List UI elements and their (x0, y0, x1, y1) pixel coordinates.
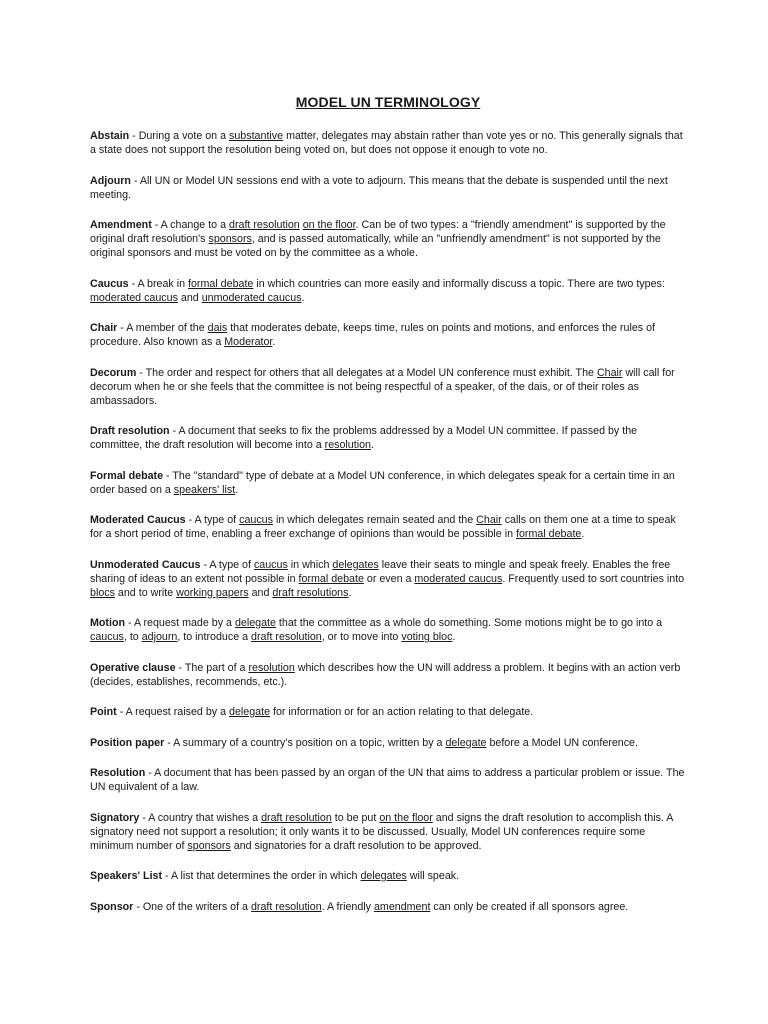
definition-text: . (348, 586, 352, 599)
definition-text: - A change to a (151, 219, 230, 231)
glossary-term: Point (90, 706, 117, 718)
definition-text: - A document that has been passed by an organ of the UN that aims to address a particular problem or issue. The UN equivalent of a law. (90, 767, 685, 793)
cross-reference-term: delegates (332, 558, 379, 571)
definition-text: . (370, 439, 374, 451)
glossary-term: Draft resolution (90, 425, 170, 437)
definition-text: - A member of the (117, 322, 208, 334)
cross-reference-term: caucus (239, 514, 273, 526)
cross-reference-term: unmoderated caucus (201, 291, 302, 304)
glossary-entry (90, 558, 686, 600)
glossary-term: Formal debate (90, 469, 164, 482)
definition-text: and (177, 291, 202, 304)
definition-text: - The "standard" type of debate at a Model UN conference, in which delegates speak for a certain time in an order based on a (90, 469, 675, 496)
definition-text: - A type of (200, 558, 254, 571)
cross-reference-term: Moderator (224, 336, 273, 348)
glossary-entry (90, 705, 686, 719)
definition-text: will call for decorum when he or she feels that the committee is not being respectful of a speaker, of the dais, or of their roles as ambassadors. (90, 366, 675, 407)
definition-text: - During a vote on a (129, 130, 230, 142)
glossary-term: Adjourn (90, 174, 131, 187)
glossary-term: Decorum (90, 366, 137, 379)
cross-reference-term: formal debate (298, 572, 364, 585)
definition-text: matter, delegates may abstain rather than vote yes or no. This generally signals that a state does not support the resolution being voted on, but does not oppose it enough to vote no. (90, 130, 683, 156)
glossary-entry (90, 129, 686, 157)
definition-text: and to write (114, 586, 177, 599)
definition-text: in which countries can more easily and informally discuss a topic. There are two types: (253, 277, 665, 290)
definition-text: . (581, 528, 585, 540)
glossary-entry (90, 811, 686, 853)
definition-text: and signatories for a draft resolution to be approved. (230, 839, 482, 852)
document-title: MODEL UN TERMINOLOGY (295, 94, 481, 110)
definition-text: . (452, 631, 456, 643)
cross-reference-term: Chair (596, 366, 623, 379)
definition-text: to be put (331, 811, 380, 824)
glossary-term: Amendment (90, 219, 152, 231)
glossary-term: Operative clause (90, 661, 176, 674)
definition-text: - A request made by a (125, 617, 235, 629)
cross-reference-term: working papers (176, 586, 249, 599)
definition-text: can only be created if all sponsors agree. (430, 900, 629, 913)
definition-text: or even a (363, 572, 415, 585)
cross-reference-term: delegate (229, 706, 271, 718)
cross-reference-term: speakers' list (173, 483, 236, 496)
definition-text: calls on them one at a time to speak for a short period of time, enabling a freer exchange of opinions than would be possible in (90, 514, 676, 540)
definition-text: - The part of a (175, 661, 249, 674)
cross-reference-term: draft resolutions (272, 586, 349, 599)
glossary-term: Sponsor (90, 900, 134, 913)
cross-reference-term: on the floor (379, 811, 433, 824)
definition-text: . (235, 483, 239, 496)
cross-reference-term: moderated caucus (90, 291, 178, 304)
definition-text: - A list that determines the order in which (162, 870, 361, 882)
definition-text: , or to move into (321, 631, 402, 643)
definition-text: that moderates debate, keeps time, rules on points and motions, and enforces the rules of procedure. Also known as a (90, 322, 655, 348)
glossary-term: Speakers' List (90, 870, 163, 882)
glossary-entry (90, 321, 686, 349)
definition-text: - All UN or Model UN sessions end with a vote to adjourn. This means that the debate is suspended until the next meeting. (90, 174, 668, 201)
definition-text: - A document that seeks to fix the problems addressed by a Model UN committee. If passed by the committee, the draft resolution will become into a (90, 425, 638, 451)
glossary-entry (90, 766, 686, 794)
definition-text: will speak. (406, 870, 460, 882)
glossary-entry (90, 174, 686, 202)
cross-reference-term: moderated caucus (414, 572, 503, 585)
glossary-entry (90, 900, 686, 914)
definition-text: . A friendly (321, 900, 374, 913)
glossary-entry (90, 424, 686, 452)
definition-text: - One of the writers of a (133, 900, 251, 913)
cross-reference-term: resolution (248, 661, 295, 674)
cross-reference-term: delegates (360, 870, 407, 882)
definition-text: - A break in (128, 277, 189, 290)
definition-text: . Can be of two types: a "friendly amendment" is supported by the original draft resolution's (90, 219, 666, 245)
glossary-entry (90, 469, 686, 497)
glossary-term: Resolution (90, 767, 146, 779)
cross-reference-term: on the floor (302, 219, 356, 231)
glossary-entry (90, 218, 686, 260)
cross-reference-term: caucus (90, 631, 124, 643)
cross-reference-term: voting bloc (401, 631, 453, 643)
glossary-list (90, 129, 686, 914)
definition-text: - A request raised by a (116, 706, 229, 718)
cross-reference-term: draft resolution (250, 900, 322, 913)
cross-reference-term: draft resolution (251, 631, 322, 643)
cross-reference-term: formal debate (188, 277, 254, 290)
glossary-term: Motion (90, 617, 126, 629)
cross-reference-term: adjourn (141, 631, 178, 643)
definition-text: for information or for an action relating to that delegate. (270, 706, 534, 718)
definition-text: in which (287, 558, 333, 571)
definition-text: , to (123, 631, 142, 643)
glossary-term: Moderated Caucus (90, 514, 186, 526)
cross-reference-term: draft resolution (261, 811, 332, 824)
definition-text: - A country that wishes a (139, 811, 262, 824)
glossary-term: Chair (90, 322, 118, 334)
glossary-entry (90, 661, 686, 689)
cross-reference-term: draft resolution (229, 219, 300, 231)
definition-text: leave their seats to mingle and speak freely. Enables the free sharing of ideas to an extent not possible in (90, 558, 671, 585)
cross-reference-term: amendment (373, 900, 431, 913)
cross-reference-term: sponsors (208, 233, 252, 245)
glossary-entry (90, 869, 686, 883)
definition-text: - A summary of a country's position on a topic, written by a (164, 736, 446, 749)
definition-text: and (248, 586, 273, 599)
definition-text: . Frequently used to sort countries into (502, 572, 685, 585)
cross-reference-term: delegate (234, 617, 276, 629)
cross-reference-term: resolution (324, 439, 371, 451)
definition-text: - The order and respect for others that all delegates at a Model UN conference must exhibit. The (136, 366, 597, 379)
definition-text: . (272, 336, 276, 348)
glossary-entry (90, 616, 686, 644)
cross-reference-term: formal debate (516, 528, 582, 540)
cross-reference-term: dais (207, 322, 228, 334)
definition-text: , to introduce a (177, 631, 252, 643)
cross-reference-term: blocs (90, 586, 115, 599)
definition-text: before a Model UN conference. (486, 736, 638, 749)
cross-reference-term: delegate (445, 736, 487, 749)
definition-text: in which delegates remain seated and the (272, 514, 477, 526)
glossary-term: Unmoderated Caucus (90, 558, 201, 571)
cross-reference-term: Chair (476, 514, 502, 526)
glossary-entry (90, 366, 686, 408)
glossary-term: Position paper (90, 736, 165, 749)
definition-text: which describes how the UN will address a problem. It begins with an action verb (decides, establishes, recommends, etc.). (90, 661, 681, 688)
cross-reference-term: substantive (229, 130, 284, 142)
definition-text: and signs the draft resolution to accomplish this. A signatory need not support a resolution; it only wants it to be discussed. Usually, Model UN conferences require some minimum number of (90, 811, 673, 852)
glossary-entry (90, 277, 686, 305)
glossary-term: Abstain (90, 130, 130, 142)
glossary-entry (90, 513, 686, 541)
cross-reference-term: sponsors (187, 839, 231, 852)
cross-reference-term: caucus (253, 558, 288, 571)
definition-text: - A type of (185, 514, 240, 526)
glossary-entry (90, 736, 686, 750)
glossary-term: Caucus (90, 277, 129, 290)
definition-text: that the committee as a whole do something. Some motions might be to go into a (275, 617, 663, 629)
definition-text: , and is passed automatically, while an "unfriendly amendment" is not supported by the original sponsors and must be voted on by the committee as a whole. (90, 233, 661, 259)
glossary-term: Signatory (90, 811, 140, 824)
definition-text: . (301, 291, 305, 304)
